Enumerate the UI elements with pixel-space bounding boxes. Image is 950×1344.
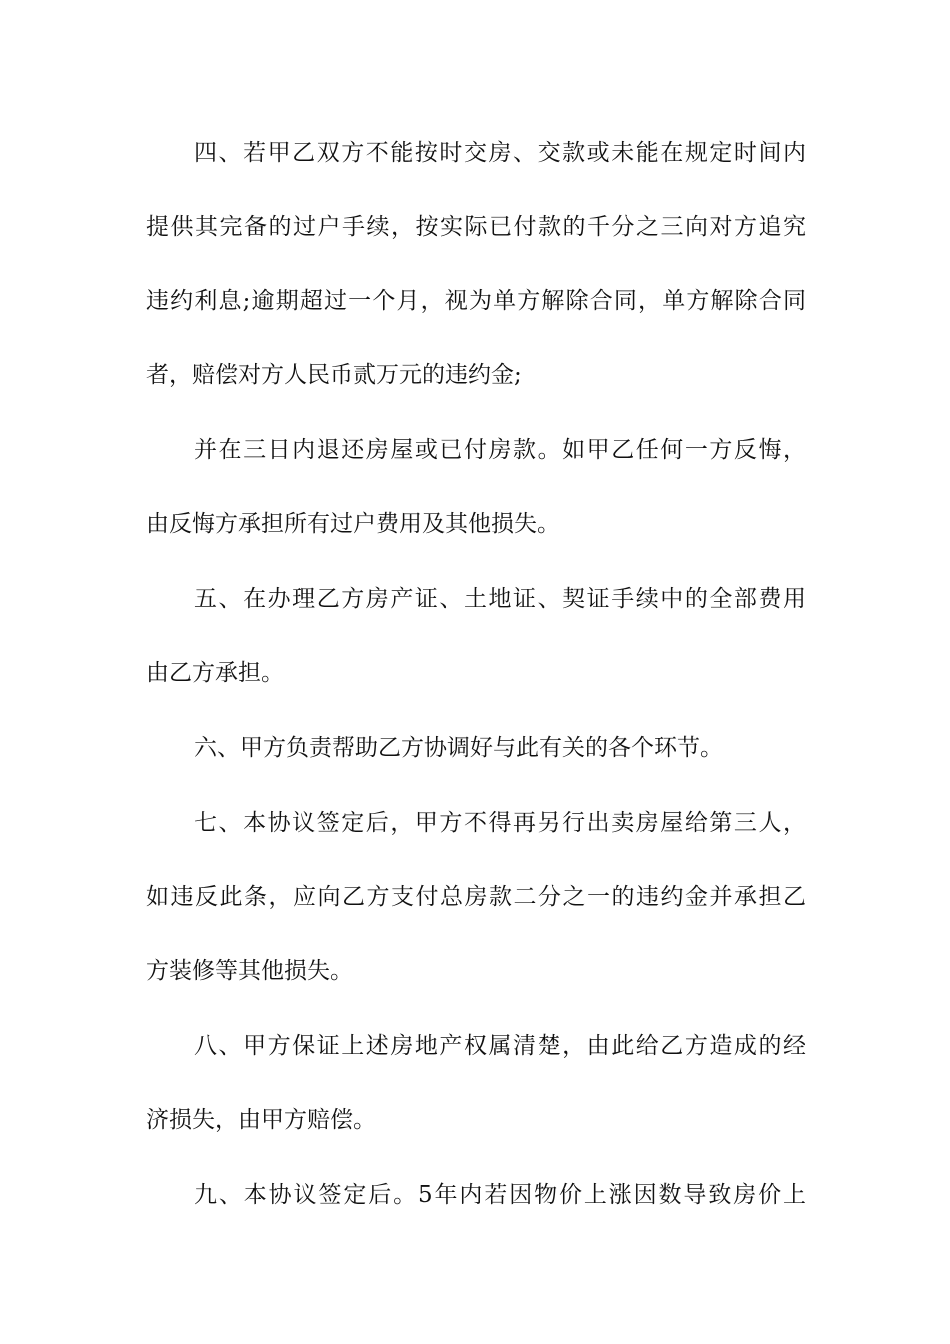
paragraph-line: 六、甲方负责帮助乙方协调好与此有关的各个环节。 — [194, 735, 723, 761]
paragraph-line: 九、本协议签定后。5年内若因物价上涨因数导致房价上 — [194, 1182, 806, 1208]
paragraph-line: 者，赔偿对方人民币贰万元的违约金; — [146, 362, 522, 388]
paragraph-line: 方装修等其他损失。 — [146, 958, 353, 984]
paragraph-line: 八、甲方保证上述房地产权属清楚，由此给乙方造成的经 — [194, 1033, 806, 1059]
paragraph-line: 如违反此条，应向乙方支付总房款二分之一的违约金并承担乙 — [146, 884, 806, 910]
paragraph-line: 由乙方承担。 — [146, 660, 284, 686]
paragraph-line: 五、在办理乙方房产证、土地证、契证手续中的全部费用 — [194, 586, 806, 612]
paragraph-line: 由反悔方承担所有过户费用及其他损失。 — [146, 511, 560, 537]
paragraph-line: 济损失，由甲方赔偿。 — [146, 1107, 376, 1133]
paragraph-line: 四、若甲乙双方不能按时交房、交款或未能在规定时间内 — [194, 140, 806, 166]
paragraph-line: 七、本协议签定后，甲方不得再另行出卖房屋给第三人， — [194, 810, 806, 836]
paragraph-line: 提供其完备的过户手续，按实际已付款的千分之三向对方追究 — [146, 214, 806, 240]
paragraph-line: 违约利息;逾期超过一个月，视为单方解除合同，单方解除合同 — [146, 288, 806, 314]
paragraph-line: 并在三日内退还房屋或已付房款。如甲乙任何一方反悔， — [194, 437, 806, 463]
